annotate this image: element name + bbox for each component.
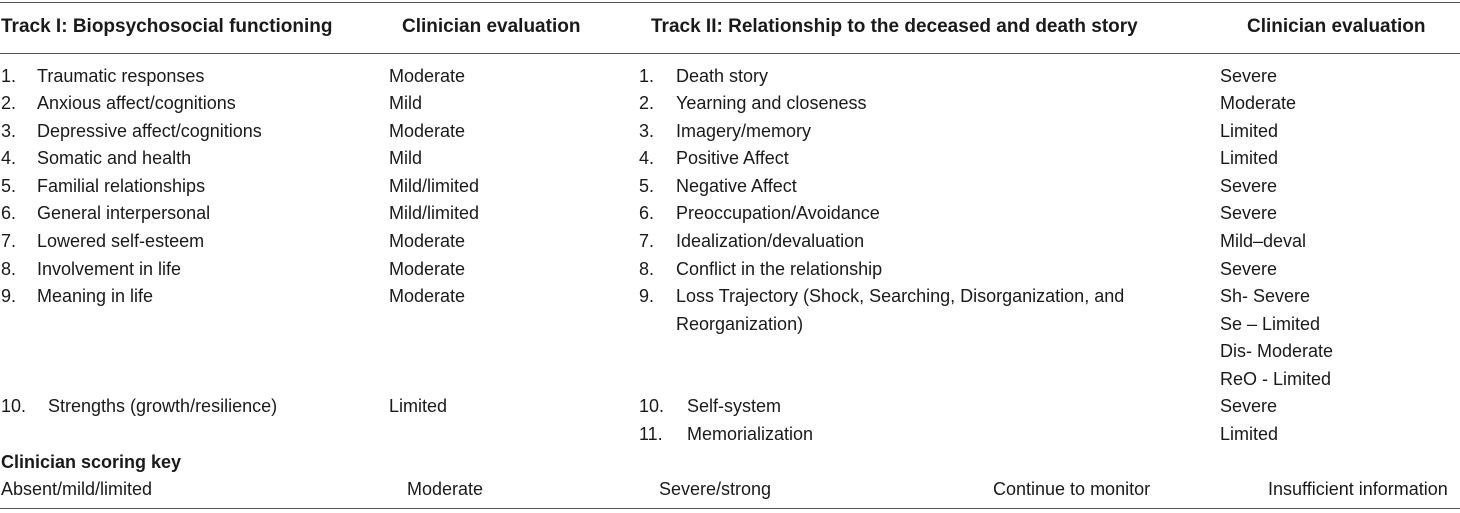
row-label: Lowered self-esteem — [37, 231, 205, 251]
row-num: 5. — [1, 176, 17, 196]
row-num: 6. — [1, 203, 17, 223]
top-rule — [0, 2, 1460, 3]
row-eval: Moderate — [389, 259, 466, 279]
row-label: Positive Affect — [676, 148, 789, 168]
row-eval: Dis- Moderate — [1220, 341, 1334, 361]
row-label: Anxious affect/cognitions — [37, 93, 236, 113]
row-label: Preoccupation/Avoidance — [676, 203, 880, 223]
row-label: General interpersonal — [37, 203, 211, 223]
key-item: Continue to monitor — [993, 479, 1151, 499]
row-eval: Se – Limited — [1220, 314, 1321, 334]
row-label: Traumatic responses — [37, 66, 205, 86]
key-item: Insufficient information — [1268, 479, 1448, 499]
row-num: 4. — [1, 148, 17, 168]
row-num: 11. — [639, 424, 663, 444]
header-track1: Track I: Biopsychosocial functioning — [1, 16, 333, 37]
row-eval: Limited — [1220, 148, 1279, 168]
row-label: Somatic and health — [37, 148, 192, 168]
row-eval: Severe — [1220, 259, 1278, 279]
row-num: 8. — [1, 259, 17, 279]
row-eval: Mild — [389, 148, 423, 168]
row-label: Conflict in the relationship — [676, 259, 883, 279]
row-eval: Limited — [1220, 424, 1279, 444]
row-num: 3. — [1, 121, 17, 141]
row-eval: Sh- Severe — [1220, 286, 1311, 306]
row-eval: Mild/limited — [389, 176, 480, 196]
row-num: 1. — [1, 66, 17, 86]
header-track2: Track II: Relationship to the deceased and death story — [651, 16, 1138, 37]
row-eval: Moderate — [389, 66, 466, 86]
row-num: 5. — [639, 176, 655, 196]
row-label-line2: Reorganization) — [676, 314, 804, 334]
row-label: Idealization/devaluation — [676, 231, 865, 251]
row-num: 3. — [639, 121, 655, 141]
row-label: Familial relationships — [37, 176, 206, 196]
row-num: 7. — [639, 231, 655, 251]
row-label: Depressive affect/cognitions — [37, 121, 262, 141]
row-num: 6. — [639, 203, 655, 223]
bottom-rule — [0, 508, 1460, 509]
row-label: Memorialization — [687, 424, 814, 444]
header-eval2: Clinician evaluation — [1247, 16, 1426, 37]
header-eval1: Clinician evaluation — [402, 16, 581, 37]
row-label-line1: Loss Trajectory (Shock, Searching, Disorganization, and — [676, 286, 1125, 306]
row-num: 9. — [639, 286, 655, 306]
row-eval: Limited — [1220, 121, 1279, 141]
row-label: Yearning and closeness — [676, 93, 867, 113]
row-label: Self-system — [687, 396, 782, 416]
row-num: 4. — [639, 148, 655, 168]
row-eval: Severe — [1220, 203, 1278, 223]
row-label: Meaning in life — [37, 286, 154, 306]
key-item: Moderate — [407, 479, 484, 499]
row-eval: Mild — [389, 93, 423, 113]
row-eval: Mild–deval — [1220, 231, 1307, 251]
row-num: 10. — [1, 396, 27, 416]
row-eval: ReO - Limited — [1220, 369, 1332, 389]
header-rule — [0, 53, 1460, 54]
row-num: 2. — [1, 93, 17, 113]
row-eval: Moderate — [1220, 93, 1297, 113]
row-eval: Severe — [1220, 396, 1278, 416]
row-num: 9. — [1, 286, 17, 306]
row-label: Strengths (growth/resilience) — [48, 396, 278, 416]
row-eval: Limited — [389, 396, 448, 416]
row-num: 10. — [639, 396, 665, 416]
row-label: Imagery/memory — [676, 121, 812, 141]
row-num: 7. — [1, 231, 17, 251]
row-num: 8. — [639, 259, 655, 279]
row-eval: Moderate — [389, 286, 466, 306]
row-eval: Moderate — [389, 121, 466, 141]
scoring-key-title: Clinician scoring key — [1, 452, 182, 472]
key-item: Absent/mild/limited — [1, 479, 153, 499]
row-eval: Mild/limited — [389, 203, 480, 223]
row-num: 1. — [639, 66, 655, 86]
row-eval: Moderate — [389, 231, 466, 251]
key-item: Severe/strong — [659, 479, 772, 499]
row-eval: Severe — [1220, 176, 1278, 196]
row-label: Involvement in life — [37, 259, 182, 279]
row-num: 2. — [639, 93, 655, 113]
row-label: Negative Affect — [676, 176, 797, 196]
row-label: Death story — [676, 66, 769, 86]
row-eval: Severe — [1220, 66, 1278, 86]
